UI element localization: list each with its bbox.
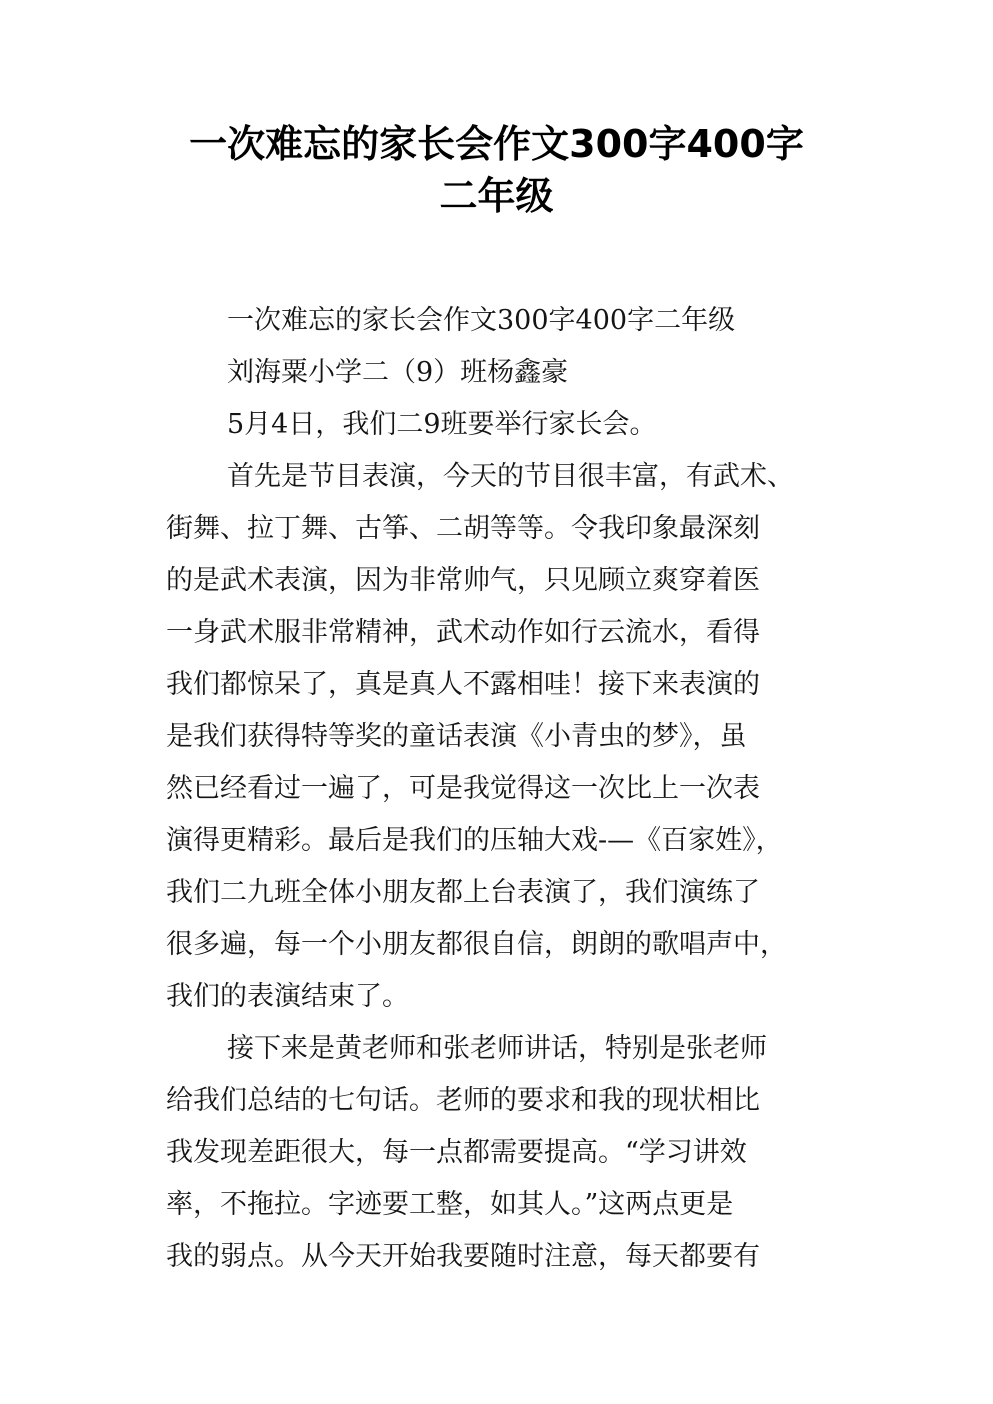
paragraph-line: 然已经看过一遍了，可是我觉得这一次比上一次表	[166, 773, 760, 804]
paragraph-line: 演得更精彩。最后是我们的压轴大戏-—《百家姓》，	[166, 825, 783, 856]
title-line-1: 一次难忘的家长会作文300字400字	[189, 122, 804, 166]
paragraph-line: 我发现差距很大，每一点都需要提高。“学习讲效	[166, 1137, 747, 1168]
paragraph-line: 很多遍，每一个小朋友都很自信，朗朗的歌唱声中，	[166, 929, 787, 960]
paragraph-line: 率，不拖拉。字迹要工整，如其人。”这两点更是	[166, 1189, 734, 1220]
paragraph-line: 是我们获得特等奖的童话表演《小青虫的梦》，虽	[166, 721, 747, 752]
paragraph-line: 我们的表演结束了。	[166, 981, 409, 1012]
document-body	[166, 295, 866, 1283]
document-title	[0, 118, 993, 222]
title-line-2: 二年级	[439, 174, 554, 218]
paragraph-line: 我的弱点。从今天开始我要随时注意，每天都要有	[166, 1241, 760, 1272]
paragraph-line: 一身武术服非常精神，武术动作如行云流水，看得	[166, 617, 760, 648]
paragraph-date-line: 5月4日，我们二9班要举行家长会。	[227, 409, 657, 440]
subtitle-line: 一次难忘的家长会作文300字400字二年级	[227, 305, 736, 336]
paragraph-line: 首先是节目表演，今天的节目很丰富，有武术、	[227, 461, 794, 492]
paragraph-line: 我们二九班全体小朋友都上台表演了，我们演练了	[166, 877, 760, 908]
paragraph-line: 街舞、拉丁舞、古筝、二胡等等。令我印象最深刻	[166, 513, 760, 544]
paragraph-line: 我们都惊呆了，真是真人不露相哇！接下来表演的	[166, 669, 760, 700]
paragraph-line: 的是武术表演，因为非常帅气，只见顾立爽穿着医	[166, 565, 760, 596]
paragraph-line: 给我们总结的七句话。老师的要求和我的现状相比	[166, 1085, 760, 1116]
author-line: 刘海粟小学二（9）班杨鑫豪	[227, 357, 569, 388]
paragraph-line: 接下来是黄老师和张老师讲话，特别是张老师	[227, 1033, 767, 1064]
